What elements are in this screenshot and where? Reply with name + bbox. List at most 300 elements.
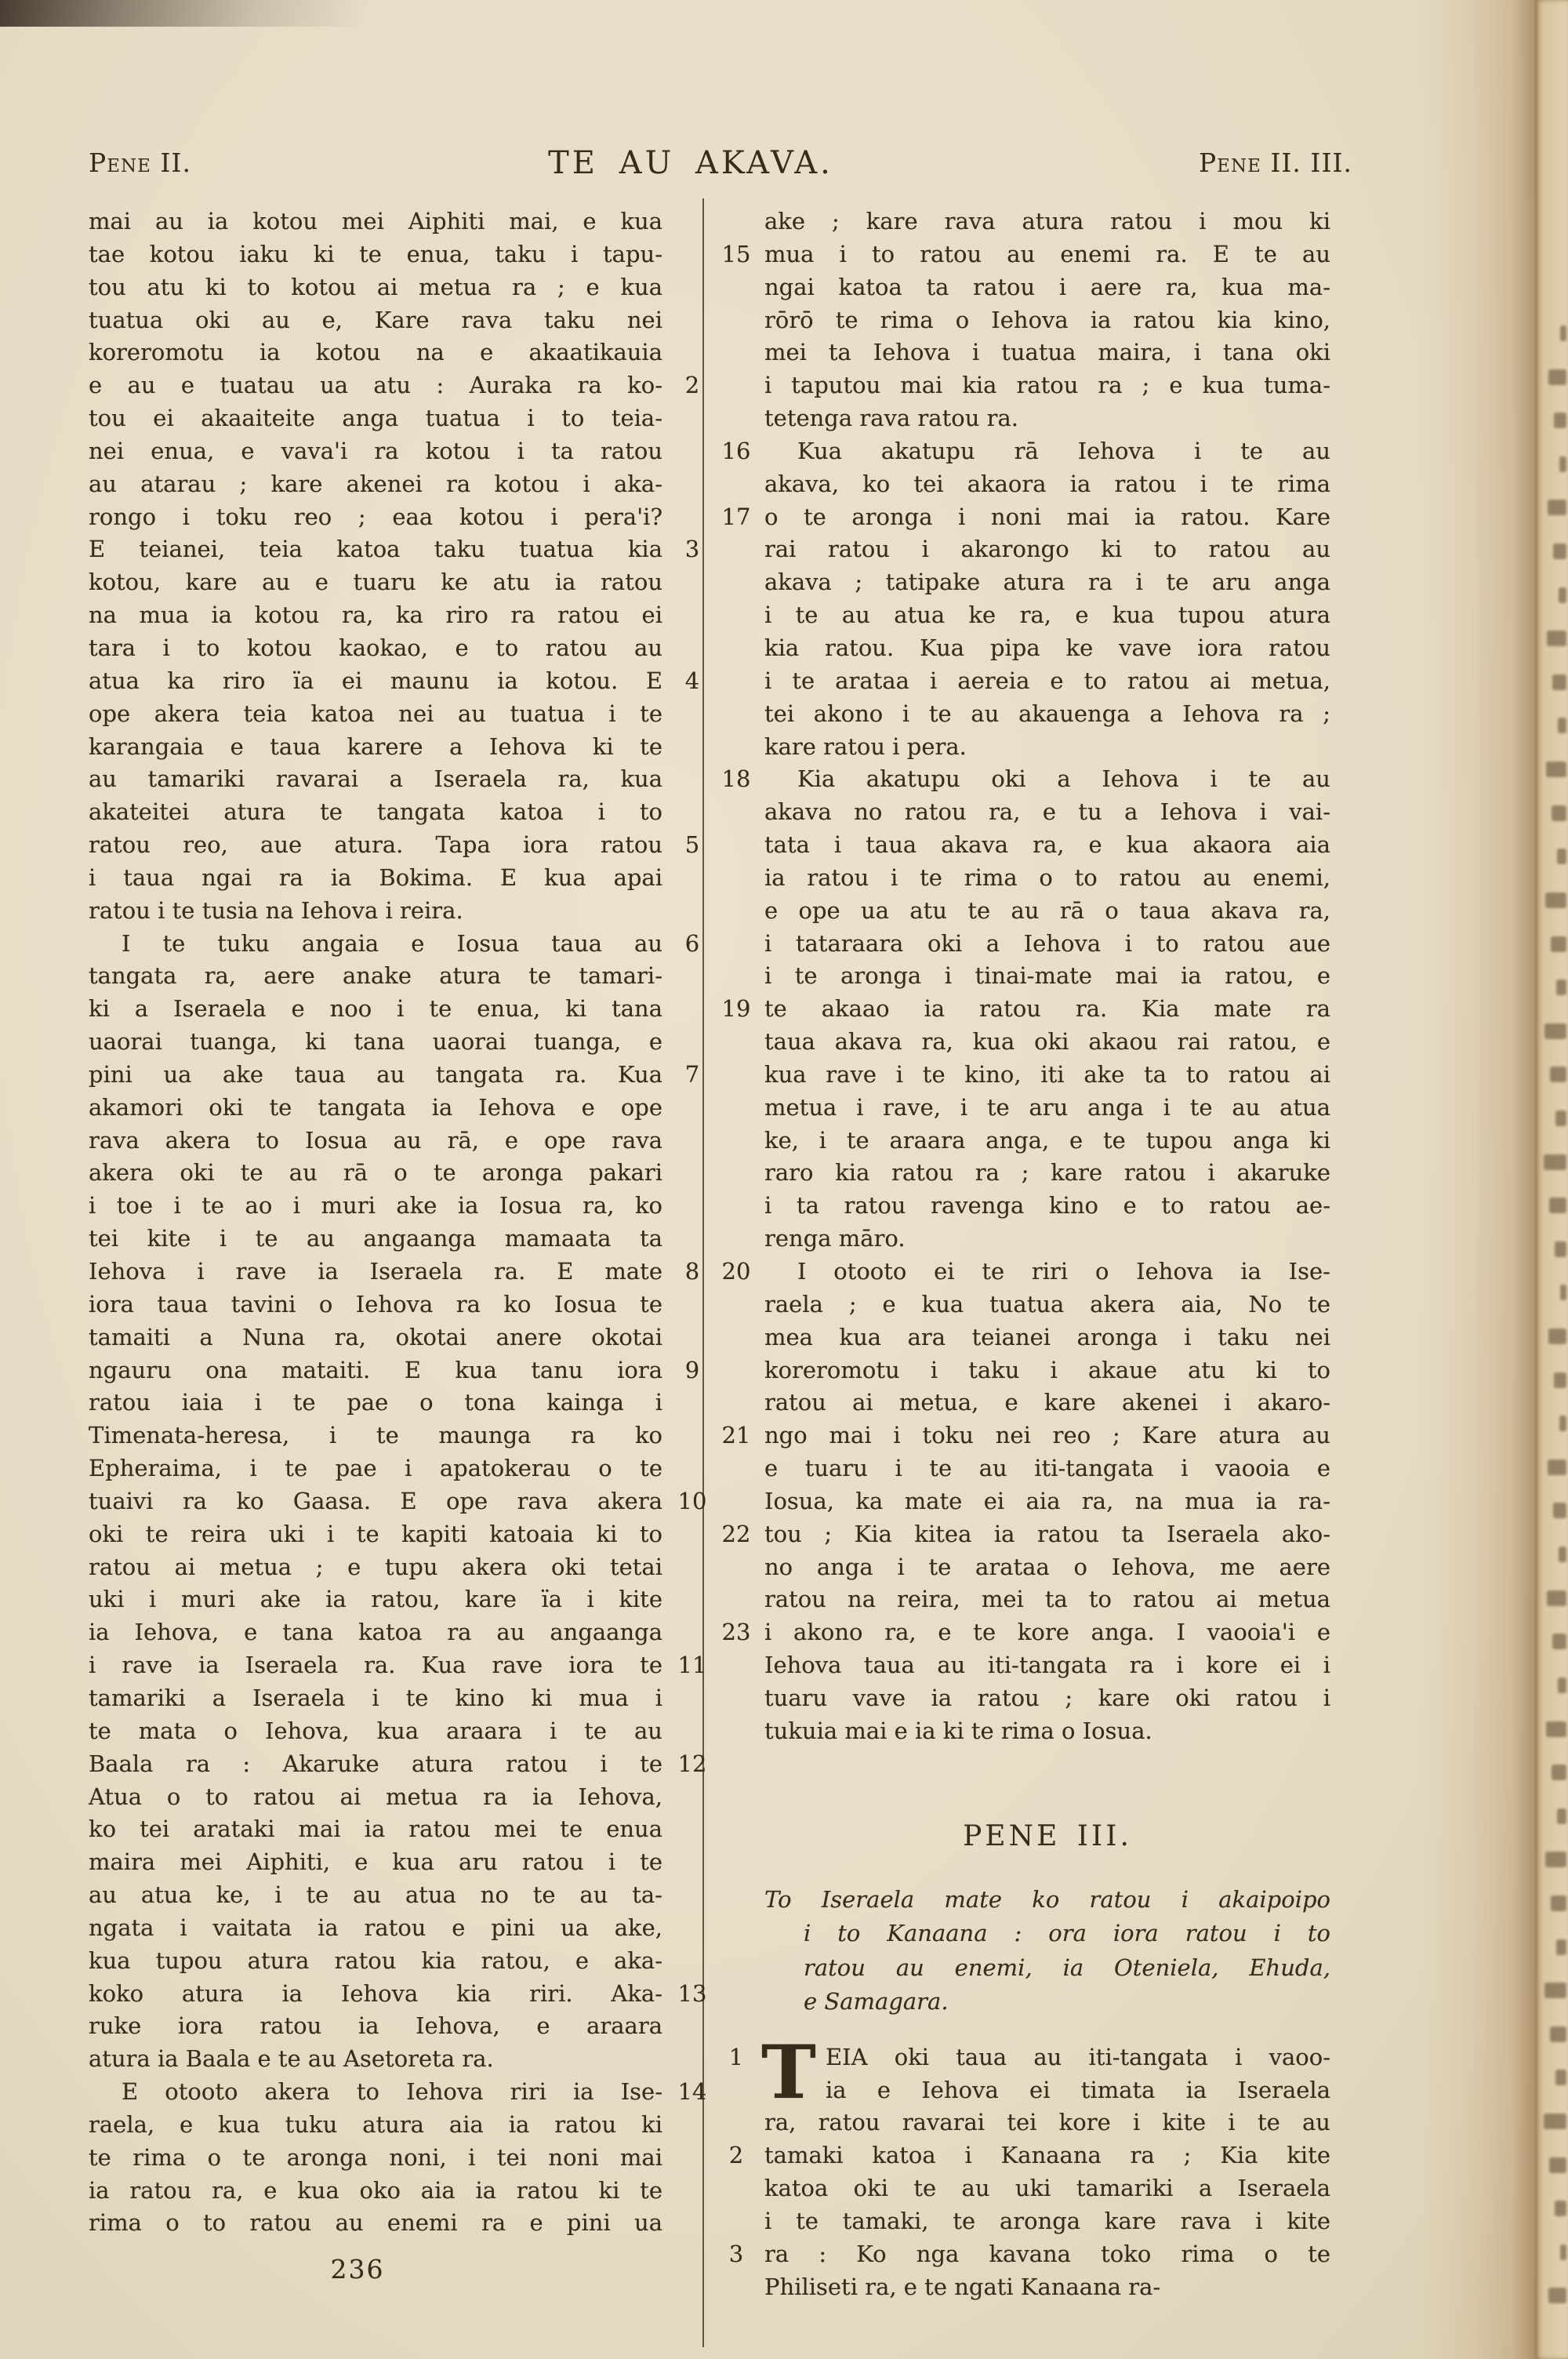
line-text: ia ratou ra, e kua oko aia ia ratou ki te bbox=[89, 2176, 662, 2204]
text-bleed-mark bbox=[1548, 1459, 1566, 1475]
line-text: ia ratou i te rima o to ratou au enemi, bbox=[764, 863, 1330, 891]
text-line bbox=[89, 271, 662, 304]
text-line bbox=[89, 599, 662, 632]
text-line bbox=[89, 1682, 662, 1715]
text-line bbox=[89, 468, 662, 501]
line-text: maira mei Aiphiti, e kua aru ratou i te bbox=[89, 1848, 662, 1876]
chapter-text-line bbox=[764, 2074, 1330, 2107]
line-text: ngauru ona mataiti. E kua tanu iora bbox=[89, 1356, 662, 1383]
text-line bbox=[721, 1419, 1330, 1452]
text-line bbox=[764, 796, 1330, 829]
text-line bbox=[89, 238, 662, 271]
text-line bbox=[764, 1387, 1330, 1419]
text-bleed-mark bbox=[1546, 761, 1566, 777]
line-text: raela ; e kua tuatua akera aia, No te bbox=[764, 1290, 1330, 1318]
line-text: au atarau ; kare akenei ra kotou i aka- bbox=[89, 470, 662, 497]
text-line bbox=[764, 698, 1330, 731]
line-text: tei akono i te au akauenga a Iehova ra ; bbox=[764, 700, 1330, 727]
text-line bbox=[764, 566, 1330, 599]
text-line bbox=[764, 1157, 1330, 1190]
line-text: e tuaru i te au iti-tangata i vaooia e bbox=[764, 1455, 1330, 1482]
verse-number: 17 bbox=[721, 503, 751, 530]
text-bleed-mark bbox=[1559, 1416, 1566, 1431]
text-bleed-mark bbox=[1547, 631, 1566, 646]
running-head-title: TE AU AKAVA. bbox=[548, 145, 833, 181]
line-text: i te au atua ke ra, e kua tupou atura bbox=[764, 602, 1330, 629]
line-text: ra : Ko nga kavana toko rima o te bbox=[764, 2240, 1330, 2267]
line-text: tata i taua akava ra, e kua akaora aia bbox=[764, 831, 1330, 859]
line-text: Kia akatupu oki a Iehova i te au bbox=[797, 765, 1330, 793]
verse-number: 6 bbox=[684, 929, 700, 957]
line-text: ratou au enemi, ia Oteniela, Ehuda, bbox=[804, 1954, 1330, 1981]
verse-number: 13 bbox=[677, 1979, 707, 2007]
line-text: mai au ia kotou mei Aiphiti mai, e kua bbox=[89, 208, 662, 234]
verse-number: 7 bbox=[684, 1060, 700, 1088]
text-bleed-mark bbox=[1550, 2026, 1566, 2042]
text-line bbox=[721, 993, 1330, 1026]
text-line bbox=[89, 1813, 662, 1846]
text-line bbox=[721, 501, 1330, 534]
line-text: ruke iora ratou ia Iehova, e araara bbox=[89, 2012, 662, 2040]
text-bleed-mark bbox=[1551, 936, 1566, 952]
text-line bbox=[764, 632, 1330, 665]
verse-number: 5 bbox=[684, 831, 700, 859]
text-line bbox=[764, 1092, 1330, 1125]
text-line bbox=[764, 271, 1330, 304]
text-line bbox=[89, 1518, 662, 1551]
text-line bbox=[764, 369, 1330, 402]
text-line bbox=[89, 829, 700, 862]
line-text: tou atu ki to kotou ai metua ra ; e kua bbox=[89, 273, 662, 300]
line-text: tamaki katoa i Kanaana ra ; Kia kite bbox=[764, 2142, 1330, 2169]
line-text: akateitei atura te tangata katoa i to bbox=[89, 798, 662, 826]
drop-cap: T bbox=[761, 2029, 816, 2116]
text-line bbox=[89, 1649, 707, 1682]
text-line bbox=[764, 1485, 1330, 1518]
line-text: ke, i te araara anga, e te tupou anga ki bbox=[764, 1126, 1330, 1154]
line-text: Philiseti ra, e te ngati Kanaana ra- bbox=[764, 2273, 1161, 2300]
text-line bbox=[89, 501, 662, 534]
line-text: E otooto akera to Iehova riri ia Ise- bbox=[122, 2078, 662, 2106]
verse-number: 4 bbox=[684, 667, 700, 694]
line-text: tae kotou iaku ki te enua, taku i tapu- bbox=[89, 240, 662, 267]
line-text: akera oki te au rā o te aronga pakari bbox=[89, 1159, 662, 1187]
line-text: karangaia e taua karere a Iehova ki te bbox=[89, 732, 662, 760]
line-text: te mata o Iehova, kua araara i te au bbox=[89, 1717, 662, 1744]
line-text: tara i to kotou kaokao, e to ratou au bbox=[89, 634, 662, 661]
text-line bbox=[89, 2109, 662, 2142]
verse-number: 14 bbox=[677, 2078, 707, 2106]
line-text: pini ua ake taua au tangata ra. Kua bbox=[89, 1060, 662, 1088]
running-head-left: Pene II. bbox=[89, 147, 191, 178]
text-bleed-mark bbox=[1555, 2201, 1566, 2216]
text-line bbox=[764, 402, 1330, 435]
text-line bbox=[764, 829, 1330, 862]
line-text: no anga i te arataa o Iehova, me aere bbox=[764, 1553, 1330, 1580]
text-bleed-mark bbox=[1560, 325, 1566, 341]
line-text: Iosua, ka mate ei aia ra, na mua ia ra- bbox=[764, 1487, 1330, 1514]
text-line bbox=[89, 533, 700, 566]
text-line bbox=[89, 632, 662, 665]
text-bleed-mark bbox=[1555, 1241, 1566, 1257]
text-line bbox=[764, 1223, 1330, 1256]
line-text: I te tuku angaia e Iosua taua au bbox=[122, 929, 662, 957]
text-line bbox=[89, 862, 662, 895]
line-text: i rave ia Iseraela ra. Kua rave iora te bbox=[89, 1652, 662, 1679]
line-text: Atua o to ratou ai metua ra ia Iehova, bbox=[89, 1783, 662, 1810]
line-text: tangata ra, aere anake atura te tamari- bbox=[89, 962, 662, 990]
line-text: tou ; Kia kitea ia ratou ta Iseraela ako- bbox=[764, 1520, 1330, 1547]
line-text: ratou reo, aue atura. Tapa iora ratou bbox=[89, 831, 662, 859]
chapter-text-line bbox=[728, 2139, 1330, 2172]
text-line bbox=[764, 336, 1330, 369]
line-text: ake ; kare rava atura ratou i mou ki bbox=[764, 208, 1330, 234]
left-text-column bbox=[89, 205, 707, 2240]
text-line bbox=[89, 2207, 662, 2240]
line-text: tuatua oki au e, Kare rava taku nei bbox=[89, 306, 662, 333]
line-text: ngai katoa ta ratou i aere ra, kua ma- bbox=[764, 273, 1330, 300]
text-line bbox=[89, 1321, 662, 1354]
text-line bbox=[89, 1026, 662, 1059]
text-bleed-mark bbox=[1548, 500, 1566, 515]
line-text: au atua ke, i te au atua no te au ta- bbox=[89, 1881, 662, 1909]
text-line bbox=[764, 533, 1330, 566]
text-line bbox=[89, 960, 662, 993]
chapter-text-line bbox=[728, 2041, 1330, 2074]
text-bleed-mark bbox=[1549, 1198, 1566, 1213]
line-text: ra, ratou ravarai tei kore i kite i te au bbox=[764, 2109, 1330, 2136]
text-line bbox=[89, 1419, 662, 1452]
text-line bbox=[89, 2010, 662, 2043]
verse-number: 16 bbox=[721, 437, 751, 464]
line-text: tou ei akaaiteite anga tuatua i to teia- bbox=[89, 405, 662, 432]
line-text: tamaiti a Nuna ra, okotai anere okotai bbox=[89, 1323, 662, 1350]
line-text: te akaao ia ratou ra. Kia mate ra bbox=[764, 995, 1330, 1023]
line-text: i toe i te ao i muri ake ia Iosua ra, ko bbox=[89, 1192, 662, 1219]
line-text: i ta ratou ravenga kino e to ratou ae- bbox=[764, 1192, 1330, 1219]
text-bleed-mark bbox=[1556, 980, 1566, 995]
text-line bbox=[721, 435, 1330, 468]
line-text: i taputou mai kia ratou ra ; e kua tuma- bbox=[764, 372, 1330, 399]
line-text: tukuia mai e ia ki te rima o Iosua. bbox=[764, 1717, 1152, 1744]
text-bleed-mark bbox=[1549, 2157, 1566, 2173]
text-line bbox=[89, 402, 662, 435]
text-line bbox=[89, 895, 662, 928]
text-bleed-mark bbox=[1553, 543, 1566, 559]
text-bleed-mark bbox=[1548, 2288, 1566, 2303]
line-text: i akono ra, e te kore anga. I vaooia'i e bbox=[764, 1619, 1330, 1646]
page-number: 236 bbox=[330, 2254, 385, 2284]
verse-number: 22 bbox=[721, 1520, 751, 1547]
line-text: ratou na reira, mei ta to ratou ai metua bbox=[764, 1586, 1330, 1613]
text-bleed-mark bbox=[1555, 1110, 1566, 1126]
verse-number: 9 bbox=[684, 1356, 700, 1383]
text-line bbox=[89, 993, 662, 1026]
chapter-text-line bbox=[764, 2205, 1330, 2238]
text-bleed-mark bbox=[1552, 1634, 1566, 1649]
text-line bbox=[764, 468, 1330, 501]
text-bleed-mark bbox=[1548, 1329, 1566, 1344]
line-text: ko tei arataki mai ia ratou mei te enua bbox=[89, 1816, 662, 1843]
text-line bbox=[764, 895, 1330, 928]
line-text: ratou iaia i te pae o tona kainga i bbox=[89, 1389, 662, 1416]
line-text: akava no ratou ra, e tu a Iehova i vai- bbox=[764, 798, 1330, 826]
text-line bbox=[89, 336, 662, 369]
line-text: e ope ua atu te au rā o taua akava ra, bbox=[764, 896, 1330, 924]
text-bleed-mark bbox=[1558, 718, 1566, 733]
line-text: rima o to ratou au enemi ra e pini ua bbox=[89, 2209, 662, 2237]
line-text: akava, ko tei akaora ia ratou i te rima bbox=[764, 470, 1330, 497]
text-line bbox=[764, 1682, 1330, 1715]
line-text: kia ratou. Kua pipa ke vave iora ratou bbox=[764, 634, 1330, 661]
line-text: iora taua tavini o Iehova ra ko Iosua te bbox=[89, 1290, 662, 1318]
text-line bbox=[89, 1583, 662, 1616]
right-text-column bbox=[721, 205, 1330, 2303]
text-line bbox=[764, 1715, 1330, 1748]
line-text: i taua ngai ra ia Bokima. E kua apai bbox=[89, 863, 662, 891]
line-text: kua rave i te kino, iti ake ta to ratou ai bbox=[764, 1060, 1330, 1088]
text-line bbox=[89, 2142, 662, 2175]
line-text: ope akera teia katoa nei au tuatua i te bbox=[89, 700, 662, 727]
text-line bbox=[89, 1157, 662, 1190]
line-text: EIA oki taua au iti-tangata i vaoo- bbox=[826, 2043, 1330, 2070]
text-line bbox=[89, 1059, 700, 1092]
line-text: tei kite i te au angaanga mamaata ta bbox=[89, 1225, 662, 1252]
verse-number: 10 bbox=[677, 1487, 707, 1514]
verse-number: 19 bbox=[721, 995, 751, 1023]
line-text: tuaru vave ia ratou ; kare oki ratou i bbox=[764, 1684, 1330, 1711]
text-line bbox=[764, 1289, 1330, 1321]
verse-number: 18 bbox=[721, 765, 751, 793]
line-text: tamariki a Iseraela i te kino ki mua i bbox=[89, 1684, 662, 1711]
line-text: na mua ia kotou ra, ka riro ra ratou ei bbox=[89, 602, 662, 629]
line-text: E teianei, teia katoa taku tuatua kia bbox=[89, 536, 662, 563]
line-text: Baala ra : Akaruke atura ratou i te bbox=[89, 1750, 662, 1777]
photo-corner-shadow bbox=[0, 0, 564, 27]
chapter-summary-line bbox=[764, 1985, 1330, 2019]
line-text: mua i to ratou au enemi ra. E te au bbox=[764, 240, 1330, 267]
line-text: koreromotu i taku i akaue atu ki to bbox=[764, 1356, 1330, 1383]
chapter-text-line bbox=[764, 2172, 1330, 2205]
line-text: ki a Iseraela e noo i te enua, ki tana bbox=[89, 995, 662, 1023]
line-text: mea kua ara teianei aronga i taku nei bbox=[764, 1323, 1330, 1350]
text-line bbox=[764, 205, 1330, 238]
line-text: ratou ai metua ; e tupu akera oki tetai bbox=[89, 1553, 662, 1580]
text-line bbox=[764, 304, 1330, 337]
text-line bbox=[89, 2043, 662, 2076]
text-line bbox=[89, 1256, 700, 1289]
text-bleed-mark bbox=[1559, 587, 1566, 603]
text-line bbox=[89, 665, 700, 698]
text-line bbox=[764, 1583, 1330, 1616]
text-bleed-mark bbox=[1552, 805, 1566, 821]
text-line bbox=[764, 1452, 1330, 1485]
text-line bbox=[764, 1649, 1330, 1682]
text-line bbox=[764, 731, 1330, 764]
verse-number: 3 bbox=[728, 2240, 744, 2267]
line-text: i te aronga i tinai-mate mai ia ratou, e bbox=[764, 962, 1330, 990]
line-text: raela, e kua tuku atura aia ia ratou ki bbox=[89, 2110, 662, 2138]
text-line bbox=[89, 1354, 700, 1387]
text-line bbox=[764, 1125, 1330, 1158]
text-bleed-mark bbox=[1558, 1677, 1566, 1693]
text-bleed-mark bbox=[1554, 413, 1566, 428]
text-line bbox=[764, 1190, 1330, 1223]
line-text: renga māro. bbox=[764, 1225, 906, 1252]
line-text: metua i rave, i te aru anga i te au atua bbox=[764, 1093, 1330, 1121]
text-line bbox=[89, 1551, 662, 1584]
verse-number: 1 bbox=[728, 2043, 744, 2070]
text-bleed-mark bbox=[1559, 1547, 1566, 1562]
line-text: ratou i te tusia na Iehova i reira. bbox=[89, 896, 463, 924]
line-text: rongo i toku reo ; eaa kotou i pera'i? bbox=[89, 503, 662, 530]
text-bleed-mark bbox=[1557, 1808, 1566, 1824]
text-line bbox=[89, 1912, 662, 1945]
text-line bbox=[89, 1616, 662, 1649]
line-text: katoa oki te au uki tamariki a Iseraela bbox=[764, 2175, 1330, 2202]
text-line bbox=[764, 1321, 1330, 1354]
text-line bbox=[89, 1945, 662, 1978]
text-line bbox=[764, 1551, 1330, 1584]
line-text: To Iseraela mate ko ratou i akaipoipo bbox=[764, 1885, 1330, 1913]
text-bleed-mark bbox=[1552, 674, 1566, 690]
text-line bbox=[721, 238, 1330, 271]
chapter-text-line bbox=[764, 2271, 1330, 2304]
text-bleed-mark bbox=[1545, 892, 1566, 908]
text-line bbox=[721, 1518, 1330, 1551]
verse-number: 11 bbox=[677, 1652, 707, 1679]
next-page-text-bleed bbox=[1544, 325, 1566, 2304]
line-text: ia Iehova, e tana katoa ra au angaanga bbox=[89, 1619, 662, 1646]
line-text: rōrō te rima o Iehova ia ratou kia kino, bbox=[764, 306, 1330, 333]
line-text: i tataraara oki a Iehova i to ratou aue bbox=[764, 929, 1330, 957]
line-text: koreromotu ia kotou na e akaatikauia bbox=[89, 339, 662, 366]
text-bleed-mark bbox=[1545, 1852, 1566, 1867]
text-bleed-mark bbox=[1559, 456, 1566, 472]
line-text: au tamariki ravarai a Iseraela ra, kua bbox=[89, 765, 662, 793]
text-bleed-mark bbox=[1555, 2070, 1566, 2085]
chapter-summary-line bbox=[764, 1917, 1330, 1951]
line-text: Epheraima, i te pae i apatokerau o te bbox=[89, 1455, 662, 1482]
line-text: e au e tuatau ua atu : Auraka ra ko- bbox=[89, 372, 662, 399]
text-line bbox=[89, 1190, 662, 1223]
line-text: mei ta Iehova i tuatua maira, i tana oki bbox=[764, 339, 1330, 366]
line-text: ratou ai metua, e kare akenei i akaro- bbox=[764, 1389, 1330, 1416]
line-text: oki te reira uki i te kapiti katoaia ki to bbox=[89, 1520, 662, 1547]
text-bleed-mark bbox=[1544, 2114, 1566, 2129]
verse-number: 12 bbox=[677, 1750, 707, 1777]
text-line bbox=[89, 1092, 662, 1125]
text-line bbox=[764, 665, 1330, 698]
text-line bbox=[89, 1748, 707, 1781]
text-line bbox=[89, 1715, 662, 1748]
line-text: tetenga rava ratou ra. bbox=[764, 405, 1018, 432]
right-column-lines bbox=[721, 205, 1330, 1748]
text-line bbox=[89, 1452, 662, 1485]
line-text: o te aronga i noni mai ia ratou. Kare bbox=[764, 503, 1330, 530]
line-text: kotou, kare au e tuaru ke atu ia ratou bbox=[89, 569, 662, 596]
text-line bbox=[764, 1059, 1330, 1092]
text-line bbox=[89, 435, 662, 468]
chapter-summary-line bbox=[764, 1883, 1330, 1917]
chapter-text-line bbox=[728, 2238, 1330, 2271]
running-head-right: Pene II. III. bbox=[1198, 147, 1352, 178]
line-text: te rima o te aronga noni, i tei noni mai bbox=[89, 2143, 662, 2171]
text-line bbox=[89, 1289, 662, 1321]
text-line bbox=[721, 1616, 1330, 1649]
line-text: uaorai tuanga, ki tana uaorai tuanga, e bbox=[89, 1028, 662, 1056]
verse-number: 2 bbox=[684, 372, 700, 399]
chapter-first-verses bbox=[728, 2029, 1330, 2304]
line-text: rava akera to Iosua au rā, e ope rava bbox=[89, 1126, 662, 1154]
text-line bbox=[89, 796, 662, 829]
verse-number: 23 bbox=[721, 1619, 751, 1646]
text-line bbox=[89, 2175, 662, 2208]
text-line bbox=[764, 960, 1330, 993]
text-line bbox=[89, 928, 700, 961]
text-line bbox=[764, 862, 1330, 895]
line-text: rai ratou i akarongo ki to ratou au bbox=[764, 536, 1330, 563]
text-bleed-mark bbox=[1556, 1939, 1566, 1955]
text-bleed-mark bbox=[1551, 1896, 1566, 1911]
text-line bbox=[89, 304, 662, 337]
text-bleed-mark bbox=[1547, 1590, 1566, 1606]
text-bleed-mark bbox=[1546, 1721, 1566, 1737]
line-text: akamori oki te tangata ia Iehova e ope bbox=[89, 1093, 662, 1121]
text-line bbox=[89, 1125, 662, 1158]
text-line bbox=[89, 1223, 662, 1256]
line-text: e Samagara. bbox=[804, 1988, 949, 2016]
text-line bbox=[89, 1781, 662, 1814]
verse-number: 15 bbox=[721, 240, 751, 267]
line-text: ngo mai i toku nei reo ; Kare atura au bbox=[764, 1422, 1330, 1449]
text-line bbox=[89, 1846, 662, 1879]
line-text: kua tupou atura ratou kia ratou, e aka- bbox=[89, 1946, 662, 1974]
line-text: akava ; tatipake atura ra i te aru anga bbox=[764, 569, 1330, 596]
text-line bbox=[89, 1978, 707, 2011]
line-text: ia e Iehova ei timata ia Iseraela bbox=[826, 2076, 1330, 2103]
text-line bbox=[89, 1879, 662, 1912]
text-line bbox=[89, 731, 662, 764]
chapter-text-line bbox=[764, 2106, 1330, 2139]
text-line bbox=[764, 599, 1330, 632]
text-line bbox=[721, 1256, 1330, 1289]
text-line bbox=[89, 369, 700, 402]
text-bleed-mark bbox=[1552, 1765, 1566, 1780]
chapter-lines bbox=[728, 2041, 1330, 2304]
line-text: Iehova i rave ia Iseraela ra. E mate bbox=[89, 1258, 662, 1285]
verse-number: 21 bbox=[721, 1422, 751, 1449]
line-text: atura ia Baala e te au Asetoreta ra. bbox=[89, 2045, 494, 2073]
text-bleed-mark bbox=[1560, 2245, 1566, 2260]
line-text: atua ka riro ïa ei maunu ia kotou. E bbox=[89, 667, 662, 694]
line-text: uki i muri ake ia ratou, kare ïa i kite bbox=[89, 1586, 662, 1613]
text-line bbox=[89, 566, 662, 599]
text-bleed-mark bbox=[1550, 1067, 1566, 1082]
text-bleed-mark bbox=[1548, 369, 1566, 385]
text-line bbox=[764, 928, 1330, 961]
verse-number: 20 bbox=[721, 1258, 751, 1285]
line-text: Iehova taua au iti-tangata ra i kore ei i bbox=[764, 1652, 1330, 1679]
text-line bbox=[89, 1387, 662, 1419]
verse-number: 2 bbox=[728, 2142, 744, 2169]
text-line bbox=[764, 1354, 1330, 1387]
line-text: i te tamaki, te aronga kare rava i kite bbox=[764, 2207, 1330, 2234]
line-text: taua akava ra, kua oki akaou rai ratou, e bbox=[764, 1028, 1330, 1056]
text-line bbox=[764, 1026, 1330, 1059]
text-line bbox=[721, 763, 1330, 796]
verse-number: 3 bbox=[684, 536, 700, 563]
